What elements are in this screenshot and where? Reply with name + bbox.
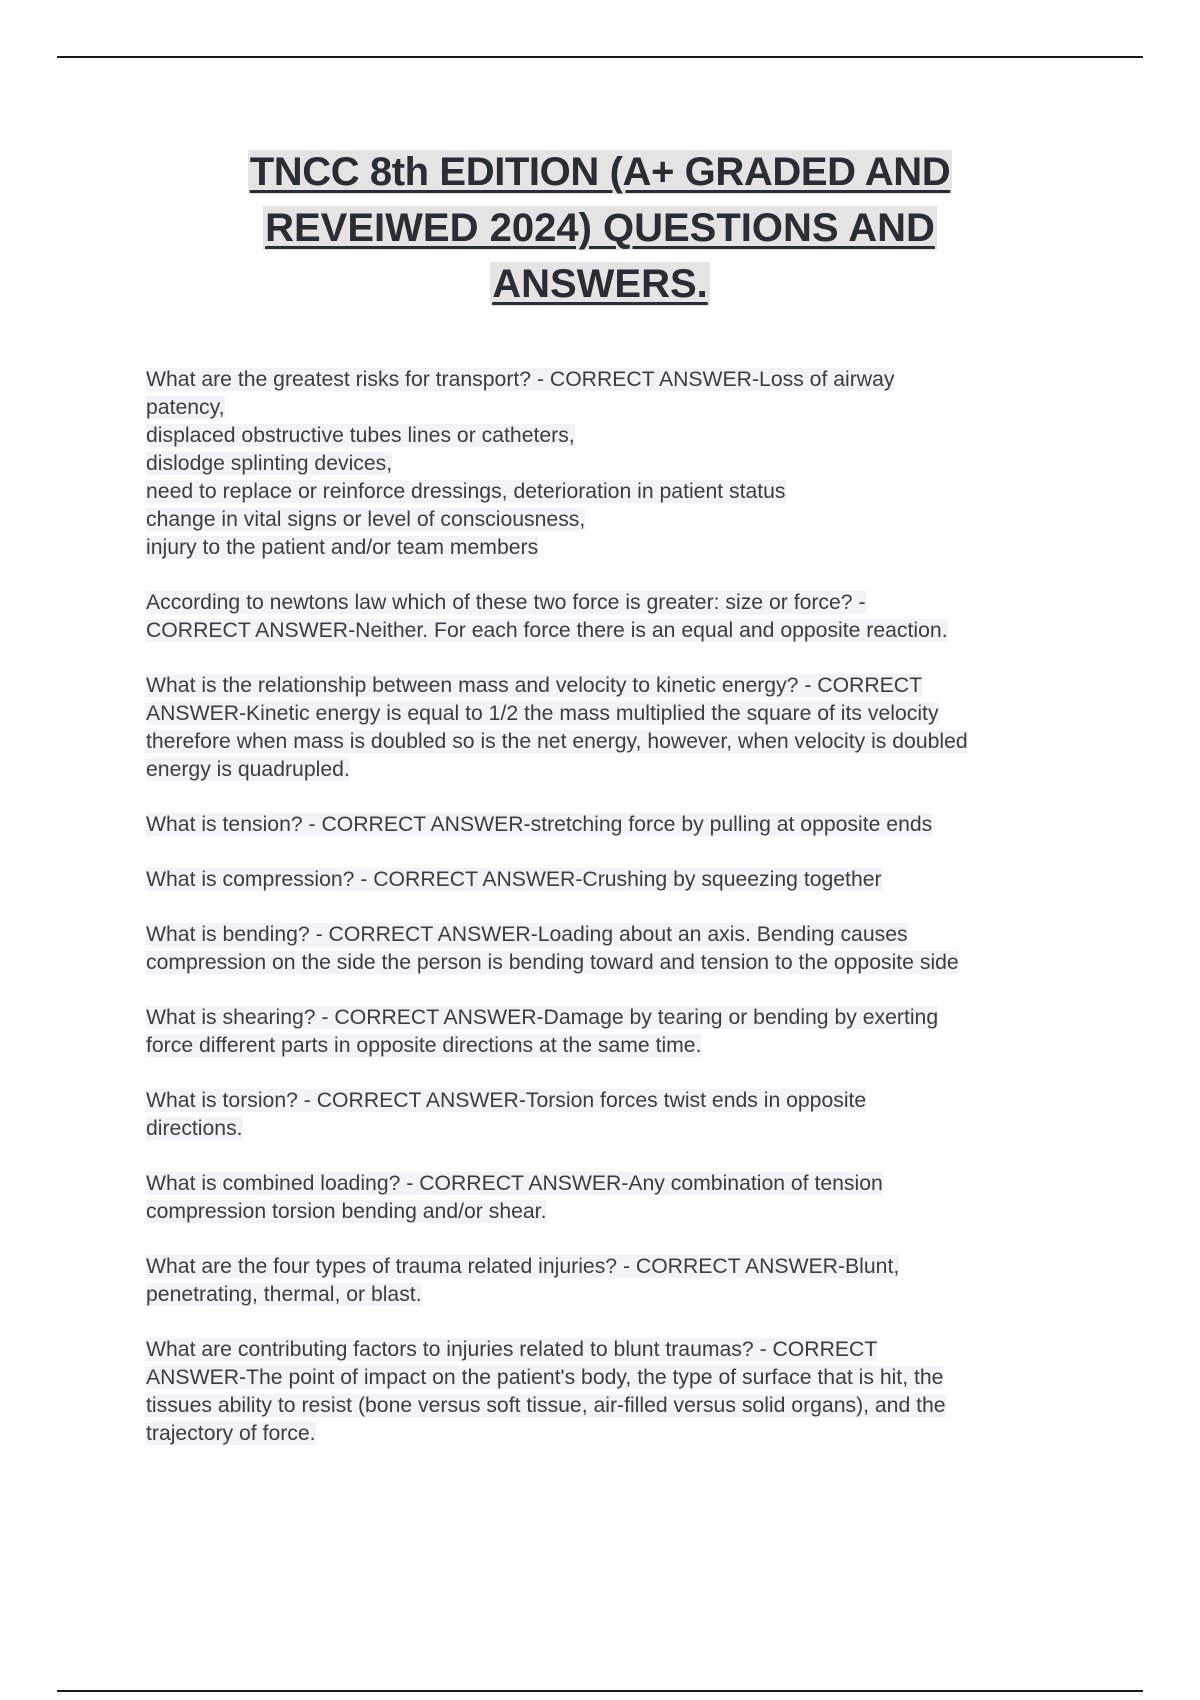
qa-item-trauma-types (146, 1253, 1106, 1309)
qa-text: What is the relationship between mass and velocity to kinetic energy? - CORRECT ANSWER-Kinetic energy is equal to 1/2 the mass multiplied the square of its velocity therefore when mass is doubled so is the net energy, however, when velocity is doubled energy is quadrupled. (146, 674, 968, 781)
title-line-1: TNCC 8th EDITION (A+ GRADED AND (249, 150, 951, 194)
title-line-2: REVEIWED 2024) QUESTIONS AND (265, 206, 935, 250)
qa-text: What are contributing factors to injuries related to blunt traumas? - CORRECT ANSWER-The point of impact on the patient's body, the type of surface that is hit, the tissues ability to resist (bone versus soft tissue, air-filled versus solid organs), and the trajectory of force. (146, 1338, 946, 1445)
qa-item-kinetic-energy (146, 672, 1106, 784)
qa-text: What is torsion? - CORRECT ANSWER-Torsion forces twist ends in opposite directions. (146, 1089, 867, 1140)
qa-item-transport-risks (146, 366, 1106, 562)
page-title (150, 144, 1050, 312)
qa-text: What is tension? - CORRECT ANSWER-stretching force by pulling at opposite ends (146, 813, 933, 836)
qa-item-tension (146, 811, 1106, 839)
bottom-rule (57, 1690, 1143, 1692)
qa-item-newtons-law (146, 589, 1106, 645)
qa-item-torsion (146, 1087, 1106, 1143)
qa-text: What is bending? - CORRECT ANSWER-Loading about an axis. Bending causes compression on the side the person is bending toward and tension to the opposite side (146, 923, 959, 974)
qa-item-shearing (146, 1004, 1106, 1060)
qa-text: What are the four types of trauma related injuries? - CORRECT ANSWER-Blunt, penetrating, thermal, or blast. (146, 1255, 900, 1306)
qa-text: What is combined loading? - CORRECT ANSWER-Any combination of tension compression torsion bending and/or shear. (146, 1172, 883, 1223)
qa-text: According to newtons law which of these two force is greater: size or force? - CORRECT ANSWER-Neither. For each force there is an equal and opposite reaction. (146, 591, 948, 642)
title-line-3: ANSWERS. (492, 262, 708, 306)
qa-item-blunt-trauma-factors (146, 1336, 1106, 1448)
qa-list (146, 366, 1106, 1475)
qa-text: What is compression? - CORRECT ANSWER-Crushing by squeezing together (146, 868, 882, 891)
qa-item-compression (146, 866, 1106, 894)
qa-text: What is shearing? - CORRECT ANSWER-Damage by tearing or bending by exerting force different parts in opposite directions at the same time. (146, 1006, 939, 1057)
top-rule (57, 56, 1143, 58)
qa-text: What are the greatest risks for transport? - CORRECT ANSWER-Loss of airway patency, displaced obstructive tubes lines or catheters, dislodge splinting devices, need to replace or reinforce dressings, deterioration in patient status change in vital signs or level of consciousness, injury to the patient and/or team members (146, 368, 895, 559)
qa-item-bending (146, 921, 1106, 977)
qa-item-combined-loading (146, 1170, 1106, 1226)
